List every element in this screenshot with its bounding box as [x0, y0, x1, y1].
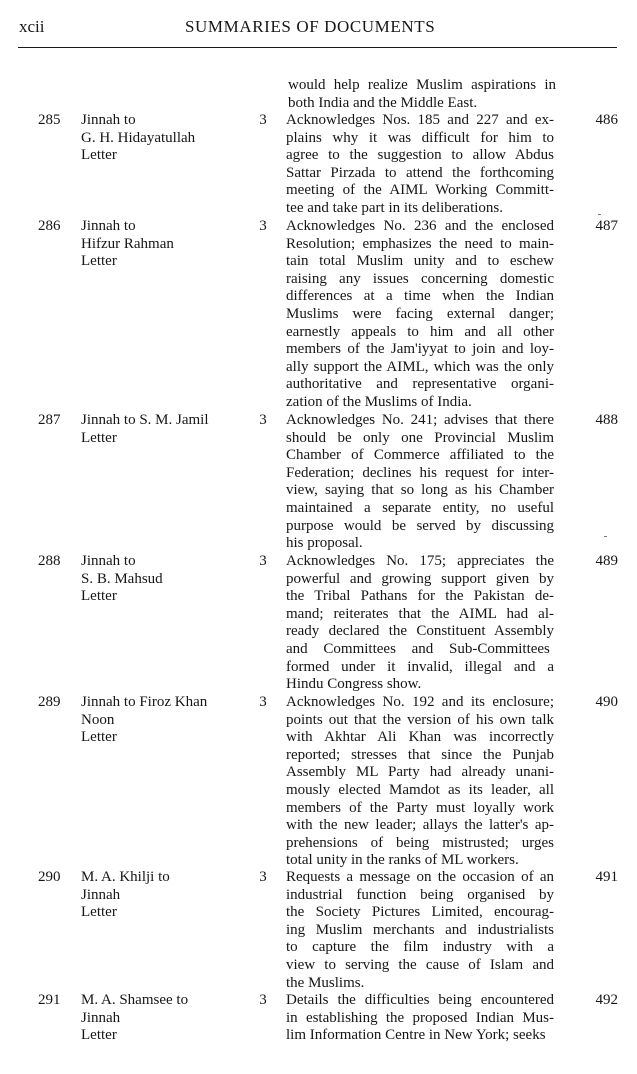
summary-line: lim Information Centre in New York; seeks [286, 1027, 546, 1044]
entry-correspondents [81, 992, 241, 1045]
summary-line: agree to the suggestion to allow Abdus [286, 147, 554, 164]
summary-line: ready declared the Constituent Assembly [286, 623, 554, 640]
entry-serial-number: 285 [38, 112, 61, 128]
entry-document-number: 487 [595, 218, 618, 234]
correspondent-line: Jinnah [81, 886, 121, 903]
entry-volume: 3 [259, 112, 267, 128]
correspondent-line: Jinnah [81, 1009, 121, 1026]
correspondent-line: Jinnah to [81, 218, 136, 234]
entry-summary [286, 992, 554, 1045]
margin-speck [604, 536, 607, 537]
summary-line: ing Muslim merchants and industrialists [286, 921, 554, 938]
correspondent-line: Jinnah to [81, 553, 136, 569]
entry-document-number: 488 [595, 412, 618, 428]
entry-summary [286, 412, 554, 553]
correspondent-line: G. H. Hidayatullah [81, 129, 196, 146]
correspondent-line: Hifzur Rahman [81, 235, 174, 252]
summary-line: Acknowledges No. 175; appreciates the [286, 553, 554, 569]
summary-line: plains why it was difficult for him to [286, 129, 554, 146]
entry-serial-number: 291 [38, 992, 61, 1008]
summary-line: Chamber of Commerce affiliated to the [286, 447, 554, 464]
summary-line: with Akhtar Ali Khan was incorrectly [286, 729, 554, 746]
summary-line: earnestly appeals to him and all other [286, 323, 554, 340]
page-number-roman: xcii [19, 17, 45, 36]
entry-document-number: 490 [595, 694, 618, 710]
summary-line: members of the Party must loyally work [286, 799, 554, 816]
summary-line: Acknowledges No. 192 and its enclosure; [286, 694, 554, 710]
correspondent-line: M. A. Khilji to [81, 869, 170, 885]
summary-line: raising any issues concerning domestic [286, 270, 554, 287]
correspondent-line: Jinnah to [81, 112, 136, 128]
correspondent-line: Letter [81, 1027, 117, 1044]
entry-summary [286, 553, 554, 694]
summary-line: Acknowledges Nos. 185 and 227 and ex- [286, 112, 554, 128]
summary-line: Sattar Pirzada to attend the forthcoming [286, 164, 554, 181]
summary-line: Acknowledges No. 236 and the enclosed [286, 218, 554, 234]
correspondent-line: Noon [81, 711, 115, 728]
summary-line: in establishing the proposed Indian Mus- [286, 1009, 554, 1026]
entry-document-number: 491 [595, 869, 618, 885]
summary-line: powerful and growing support given by [286, 570, 554, 587]
correspondent-line: S. B. Mahsud [81, 570, 163, 587]
header-rule [18, 47, 617, 48]
entry-document-number: 486 [595, 112, 618, 128]
summary-line: points out that the version of his own talk [286, 711, 554, 728]
summary-line: would help realize Muslim aspirations in [288, 77, 556, 93]
correspondent-line: Letter [81, 429, 117, 446]
entry-volume: 3 [259, 992, 267, 1008]
correspondent-line: Jinnah to S. M. Jamil [81, 412, 209, 428]
summary-line: his proposal. [286, 535, 363, 552]
entry-summary [286, 218, 554, 412]
summary-line: and Committees and Sub-Committees [286, 640, 550, 657]
summary-line: Acknowledges No. 241; advises that there [286, 412, 554, 428]
correspondent-line: Letter [81, 729, 117, 746]
summary-line: zation of the Muslims of India. [286, 393, 472, 410]
summary-line: Details the difficulties being encountered [286, 992, 554, 1008]
summary-line: reported; stresses that since the Punjab [286, 746, 554, 763]
summary-line: tain total Muslim unity and to eschew [286, 253, 554, 270]
entry-serial-number: 286 [38, 218, 61, 234]
margin-speck [598, 214, 601, 215]
summary-line: authoritative and representative organi- [286, 376, 554, 393]
summary-line: Federation; declines his request for inter- [286, 464, 554, 481]
correspondent-line: Letter [81, 904, 117, 921]
entry-correspondents [81, 218, 241, 271]
summary-line: industrial function being organised by [286, 886, 554, 903]
entry-serial-number: 288 [38, 553, 61, 569]
correspondent-line: Letter [81, 147, 117, 164]
continued-summary [288, 77, 556, 112]
summary-line: prehensions of being mistrusted; urges [286, 834, 554, 851]
summary-line: the Society Pictures Limited, encourag- [286, 904, 554, 921]
summary-line: formed under it invalid, illegal and a [286, 658, 554, 675]
entry-summary [286, 869, 554, 992]
summary-line: ally support the AIML, which was the only [286, 358, 554, 375]
correspondent-line: Jinnah to Firoz Khan [81, 694, 208, 710]
correspondent-line: Letter [81, 253, 117, 270]
summary-line: should be only one Provincial Muslim [286, 429, 554, 446]
summary-line: tee and take part in its deliberations. [286, 199, 504, 216]
entry-volume: 3 [259, 694, 267, 710]
entry-summary [286, 112, 554, 218]
summary-line: the Tribal Pathans for the Pakistan de- [286, 588, 554, 605]
summary-line: Resolution; emphasizes the need to main- [286, 235, 554, 252]
summary-line: total unity in the ranks of ML workers. [286, 852, 519, 869]
running-head-title: SUMMARIES OF DOCUMENTS [185, 17, 436, 36]
entry-correspondents [81, 869, 241, 922]
summary-line: purpose would be served by discussing [286, 517, 554, 534]
entry-document-number: 492 [595, 992, 618, 1008]
summary-line: meeting of the AIML Working Committ- [286, 182, 554, 199]
summary-line: to capture the film industry with a [286, 939, 554, 956]
summary-line: Muslims were facing external danger; [286, 305, 554, 322]
entry-correspondents [81, 694, 241, 747]
summary-line: Assembly ML Party had already unani- [286, 764, 554, 781]
entry-document-number: 489 [595, 553, 618, 569]
summary-line: Hindu Congress show. [286, 676, 422, 693]
correspondent-line: Letter [81, 588, 117, 605]
correspondent-line: M. A. Shamsee to [81, 992, 189, 1008]
summary-line: view to serving the cause of Islam and [286, 956, 554, 973]
summary-line: mously elected Mamdot as its leader, all [286, 781, 554, 798]
entry-volume: 3 [259, 412, 267, 428]
summary-line: with the new leader; allays the latter's ap- [286, 817, 554, 834]
entry-serial-number: 289 [38, 694, 61, 710]
entry-correspondents [81, 412, 241, 447]
summary-line: maintained a separate entity, no useful [286, 499, 554, 516]
entry-volume: 3 [259, 218, 267, 234]
summary-line: both India and the Middle East. [288, 94, 478, 111]
entry-volume: 3 [259, 869, 267, 885]
entry-correspondents [81, 112, 241, 165]
entry-volume: 3 [259, 553, 267, 569]
entry-summary [286, 694, 554, 870]
summary-line: mand; reiterates that the AIML had al- [286, 605, 554, 622]
entry-correspondents [81, 553, 241, 606]
summary-line: Requests a message on the occasion of an [286, 869, 554, 885]
summary-line: view, saying that so long as his Chamber [286, 482, 554, 499]
entry-serial-number: 290 [38, 869, 61, 885]
entry-serial-number: 287 [38, 412, 61, 428]
summary-line: members of the Jam'iyyat to join and loy- [286, 341, 554, 358]
summary-line: differences at a time when the Indian [286, 288, 554, 305]
summary-line: the Muslims. [286, 974, 365, 991]
